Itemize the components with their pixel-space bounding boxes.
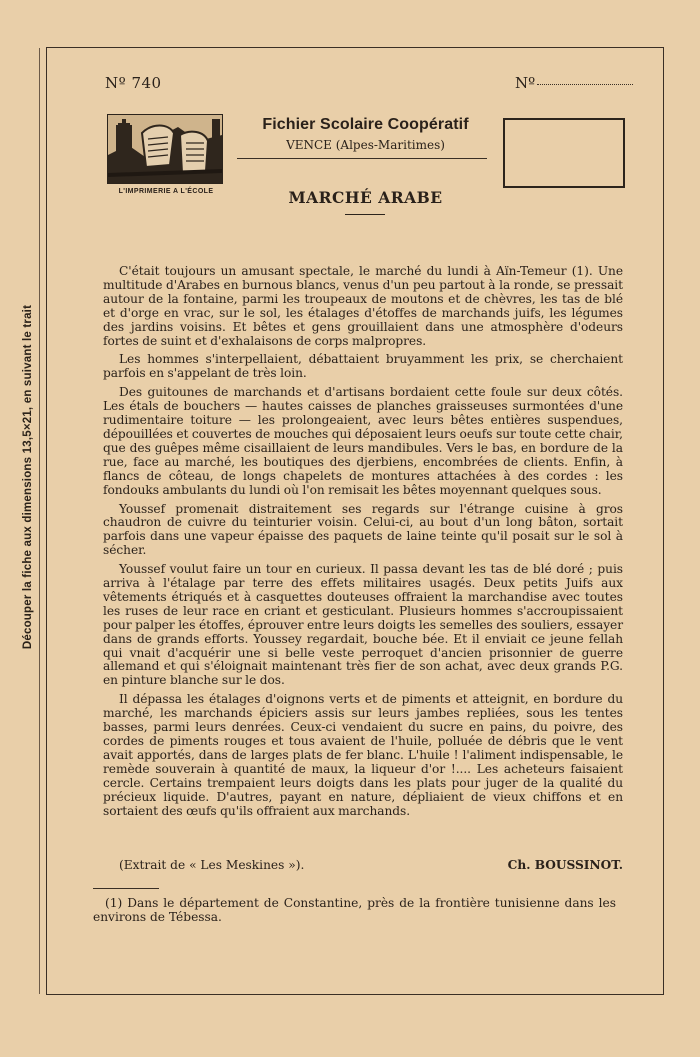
paragraph: Des guitounes de marchands et d'artisans bordaient cette foule sur deux côtés. Les étals de bouchers — hautes caisses de planches graisseuses surmontées d'une rudimentaire toiture — les prolongeaient, avec leurs bêtes entières suspendues, dépouillées et couvertes de mouches qui déposaient leurs oeufs sur toute cette chair, que des guêpes même cisaillaient de leurs mandibules. Vers le bas, en bordure de la rue, face au marché, les boutiques des djerbiens, encombrées de clients. Enfin, à flancs de côteau, de longs chapelets de montures attachées à des cordes : les fondouks ambulants du lundi où l'on remisait les bêtes moyennant quelques sous.: [103, 385, 623, 497]
header-divider: [237, 158, 487, 159]
index-card: [46, 47, 664, 995]
author-name-text: Ch. BOUSSINOT.: [507, 858, 623, 872]
paragraph: Youssef voulut faire un tour en curieux. Il passa devant les tas de blé doré ; puis arriva à l'étalage par terre des effets militaires usagés. Deux petits Juifs aux vêtements étriqués et à casquettes douteuses offraient la marchandise avec toutes les ruses de leur race en criant et gesticulant. Plusieurs hommes s'accroupissaient pour palper les étoffes, éprouver entre leurs doigts les semelles des souliers, essayer dans de grands efforts. Youssey regardait, bouche bée. Et il enviait ce jeune fellah qui vnait d'acquérir une si belle veste perroquet d'ancien prisonnier de guerre allemand et qui s'éloignait maintenant très fier de son achat, avec deux grands P.G. en pinture blanche sur le dos.: [103, 562, 623, 688]
number-blank-line: [537, 84, 633, 85]
cutting-instruction: Découper la fiche aux dimensions 13,5×21, en suivant le trait: [22, 304, 34, 650]
paragraph: Il dépassa les étalages d'oignons verts et de piments et atteignit, en bordure du marché, les marchands épiciers assis sur leurs jambes repliées, sous les tentes basses, parmi leurs denrées. Ceux-ci vendaient du sucre en pains, du poivre, des cordes de piments rouges et tous avaient de l'huile, polluée de débris que le vent avait apportés, dans de larges plats de fer blanc. L'huile ! l'aliment indispensable, le remède souverain à quantité de maux, la liqueur d'or !.... Les acheteurs faisaient cercle. Certains trempaient leurs doigts dans les plats pour juger de la qualité du précieux liquide. D'autres, payant en nature, dépliaient de vieux chiffons et en sortaient des œufs qu'ils offraient aux marchands.: [103, 692, 623, 818]
paragraph: C'était toujours un amusant spectale, le marché du lundi à Aïn-Temeur (1). Une multitude d'Arabes en burnous blancs, venus d'un peu partout à la ronde, se pressait autour de la fontaine, parmi les troupeaux de moutons et de chèvres, les tas de blé et d'orge en vrac, sur le sol, les étalages d'étoffes de marchands juifs, les légumes des jardins voisins. Et bêtes et gens grouillaient dans une atmosphère d'odeurs fortes de suint et d'exhalaisons de corps malpropres.: [103, 264, 623, 348]
printing-press-logo: [107, 114, 223, 184]
source-citation: (Extrait de « Les Meskines »).: [119, 858, 305, 872]
organization-title: Fichier Scolaire Coopératif: [262, 116, 469, 133]
organization-location: VENCE (Alpes-Maritimes): [286, 138, 445, 152]
card-number: Nº 740: [105, 74, 162, 92]
paragraph: Youssef promenait distraitement ses regards sur l'étrange cuisine à gros chaudron de cuivre du teinturier voisin. Celui-ci, au bout d'un long bâton, sortait parfois dans une vapeur épaisse des paquets de laine teinte qu'il posait sur le sol à sécher.: [103, 501, 623, 558]
footnote: (1) Dans le département de Constantine, près de la frontière tunisienne dans les environs de Tébessa.: [93, 896, 616, 924]
card-number-blank-label: Nº: [515, 74, 536, 92]
footnote-divider: [93, 888, 159, 889]
card-number-blank: [515, 74, 633, 92]
paragraph: Les hommes s'interpellaient, débattaient bruyamment les prix, se cherchaient parfois en s'appelant de très loin.: [103, 352, 623, 381]
stamp-box: [503, 118, 625, 188]
printing-press-illustration: [108, 115, 222, 183]
title-underline: [345, 214, 385, 215]
author-name: [508, 858, 623, 872]
logo-caption: L'IMPRIMERIE A L'ÉCOLE: [118, 188, 214, 195]
page-title: MARCHÉ ARABE: [288, 188, 443, 207]
text-body: [103, 265, 623, 823]
